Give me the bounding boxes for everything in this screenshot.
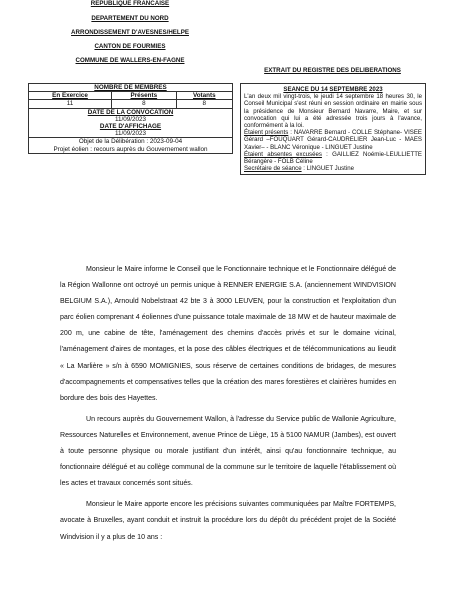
members-col-exercice: En Exercice xyxy=(29,92,112,100)
members-title: NOMBRE DE MEMBRES xyxy=(29,84,233,92)
excuses-list: : GAILLIEZ Noémie-LEULLIETTE Bérangère - FOLB Céline xyxy=(244,150,422,166)
header-canton: CANTON DE FOURMIES xyxy=(94,43,166,50)
seance-box xyxy=(240,83,426,175)
seance-title: SEANCE DU 14 SEPTEMBRE 2023 xyxy=(283,86,383,93)
header-republique: REPUBLIQUE FRANCAISE xyxy=(90,0,170,7)
excuses-label: Étaient absentes excusées xyxy=(244,150,322,158)
secretaire-name: : LINGUET Justine xyxy=(301,165,354,173)
paragraph-precisions: Monsieur le Maire apporte encore les précisions suivantes communiquées par Maître FORTEMPS, avocate à Bruxelles, ayant conduit et instruit la procédure lors du dépôt du précédent projet de la Société Windvision il y a plus de 10 ans : xyxy=(60,501,396,541)
header-departement: DEPARTEMENT DU NORD xyxy=(91,15,169,22)
presents-label: Étaient présents xyxy=(244,129,289,137)
members-table xyxy=(28,83,233,154)
convocation-label: DATE DE LA CONVOCATION xyxy=(87,108,174,116)
paragraph-recours: Un recours auprès du Gouvernement Wallon, à l'adresse du Service public de Wallonie Agriculture, Ressources Naturelles et Environnement, avenue Prince de Liège, 15 à 5100 NAMUR (Jambes), est ouvert à toute personne physique ou morale justifiant d'un intérêt, ainsi qu'au fonctionnaire technique, au fonctionnaire délégué et au collège communal de la commune sur le territoire de laquelle l'établissement où les actes et travaux concernés sont situés. xyxy=(60,415,396,488)
presents-list: : NAVARRE Bernard - COLLE Stéphane- VISEE Gérard –FOUQUART Gérard-CAUDRELIER Jean-Luc - MAES Xavier– - BLANC Véronique - LINGUET Justine xyxy=(244,129,422,151)
convocation-date: 11/09/2023 xyxy=(114,115,147,123)
paragraph-permis: Monsieur le Maire informe le Conseil que le Fonctionnaire technique et le Fonctionnaire délégué de la Région Wallonne ont octroyé un permis unique à RENNER ENERGIE S.A. (anciennement WINDVISION BELGIUM S.A.), Arnould Nobelstraat 42 bte 3 à 3000 LEUVEN, pour la construction et l'exploitation d'un parc éolien comprenant 4 éoliennes d'une puissance totale maximale de 18 MW et de hauteur maximale de 200 m, une cabine de tête, l'aménagement des chemins d'accès privés et sur le domaine vicinal, l'aménagement d'aires de montages, et la pose des câbles électriques et de télécommunications au lieudit « La Marlière » s/n à 6590 MOMIGNIES, sous réserve de certaines conditions de bridages, de mesures d'accompagnements et compensatives telles que la création des mares forestières et clairières humides en bordure des bois des Hayettes. xyxy=(60,266,396,402)
header-commune: COMMUNE DE WALLERS-EN-FAGNE xyxy=(75,57,185,64)
seance-intro: L'an deux mil vingt-trois, le jeudi 14 septembre 18 heures 30, le Conseil Municipal s'est réuni en session ordinaire en mairie sous la présidence de Monsieur Bernard Navarre, Maire, et sur convocation qui lui a été adressée trois jours à l'avance, conformément à la loi. xyxy=(244,93,422,130)
members-val-exercice: 11 xyxy=(29,100,112,108)
seance-presents xyxy=(244,129,422,151)
affichage-date: 11/09/2023 xyxy=(114,130,147,138)
affichage-label: DATE D'AFFICHAGE xyxy=(99,123,162,131)
header-arrondissement: ARRONDISSEMENT D'AVESNES/HELPE xyxy=(71,29,189,36)
seance-secretaire xyxy=(244,165,422,172)
extrait-title: EXTRAIT DU REGISTRE DES DELIBERATIONS xyxy=(264,67,401,74)
secretaire-label: Secrétaire de séance xyxy=(244,165,302,173)
members-val-presents: 8 xyxy=(112,100,177,108)
objet-deliberation: Objet de la Délibération : 2023-09-04 xyxy=(78,138,183,146)
seance-excuses xyxy=(244,151,422,165)
projet-label: Projet éolien : recours auprès du Gouvernement wallon xyxy=(53,145,208,153)
deliberation-body xyxy=(60,262,396,551)
members-col-presents: Présents xyxy=(112,92,177,100)
members-val-votants: 8 xyxy=(176,100,232,108)
members-col-votants: Votants xyxy=(176,92,232,100)
